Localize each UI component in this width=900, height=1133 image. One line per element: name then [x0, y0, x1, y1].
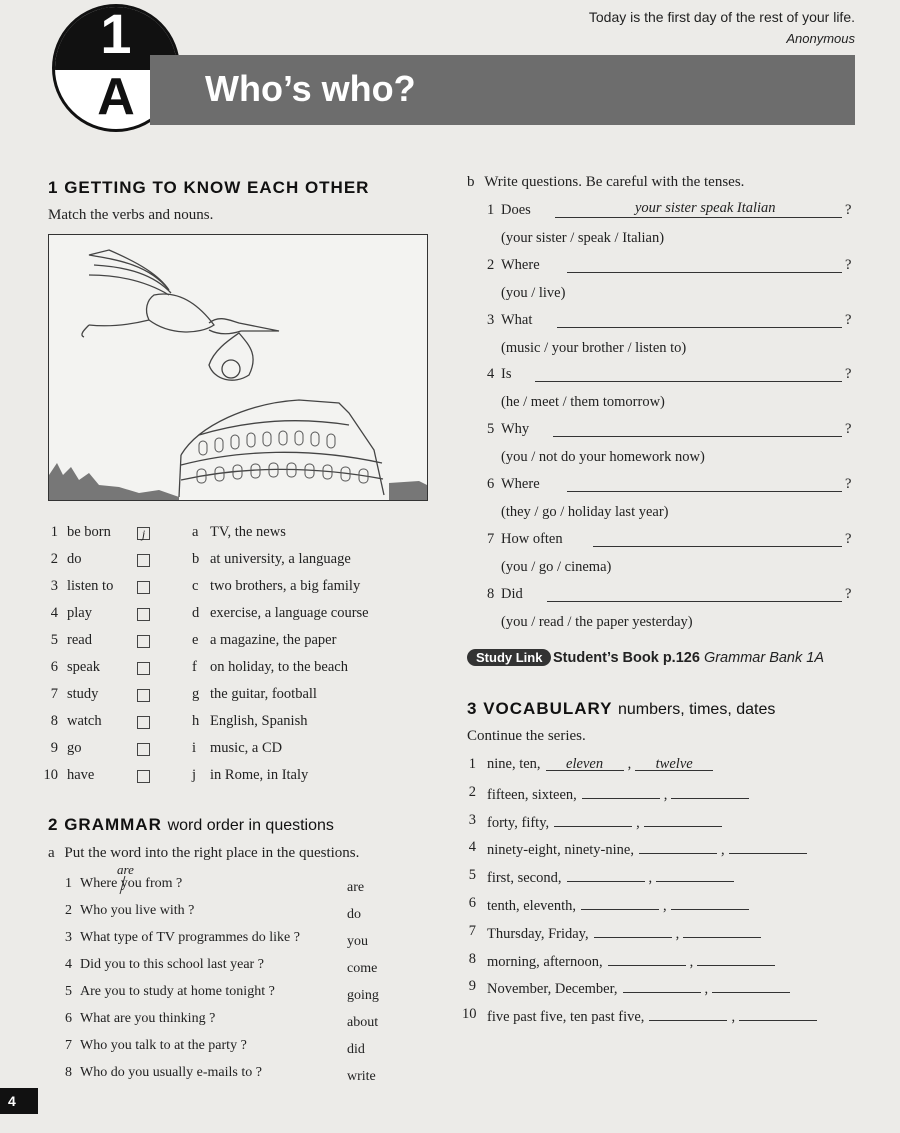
- noun-letter: i: [192, 740, 197, 756]
- noun-text: at university, a language: [210, 551, 351, 567]
- noun-letter: j: [192, 767, 197, 783]
- verb-number: 1: [50, 524, 58, 540]
- answer-line[interactable]: [553, 436, 842, 437]
- question-text: Did you to this school last year ?: [80, 957, 264, 972]
- vocab-series: [487, 812, 722, 832]
- verb-text: read: [67, 632, 92, 648]
- question-mark: ?: [845, 366, 852, 383]
- blank-2[interactable]: [671, 784, 749, 799]
- question-text: Who do you usually e-mails to ?: [80, 1065, 262, 1080]
- question-hint: (they / go / holiday last year): [501, 504, 669, 520]
- match-row: [40, 713, 420, 737]
- grammar-question-row: [60, 903, 400, 929]
- question-number: 5: [65, 984, 72, 999]
- blank-1[interactable]: [581, 895, 659, 910]
- blank-separator: ,: [627, 756, 632, 772]
- question-number: 6: [487, 476, 495, 492]
- section2a-text: Put the word into the right place in the questions.: [64, 845, 360, 861]
- series-text: five past five, ten past five,: [487, 1009, 645, 1026]
- blank-separator: ,: [689, 953, 694, 970]
- question-hint: (you / read / the paper yesterday): [501, 613, 693, 630]
- blank-2[interactable]: [729, 839, 807, 854]
- write-question-row: [487, 312, 857, 362]
- verb-number: 10: [43, 767, 58, 783]
- question-lead: Where: [501, 256, 540, 273]
- write-question-row: [487, 531, 857, 581]
- verb-text: do: [67, 551, 82, 567]
- question-word: are: [347, 880, 365, 895]
- answer-box[interactable]: [137, 554, 150, 567]
- vocab-series: [487, 756, 713, 773]
- answer-box[interactable]: j: [137, 527, 150, 540]
- question-lead: Is: [501, 366, 512, 383]
- series-text: first, second,: [487, 870, 562, 887]
- question-number: 3: [487, 311, 495, 328]
- question-word: you: [347, 934, 368, 949]
- stork-colosseum-drawing: [49, 235, 427, 500]
- question-number: 1: [65, 876, 72, 891]
- blank-1[interactable]: [649, 1006, 727, 1021]
- grammar-question-row: [60, 1065, 400, 1091]
- match-row: [40, 578, 420, 602]
- answer-text: your sister speak Italian: [635, 200, 776, 216]
- vocab-series: [487, 951, 775, 971]
- vocab-series: [487, 839, 807, 859]
- question-word: going: [347, 988, 379, 1003]
- answer-line[interactable]: [555, 217, 842, 218]
- question-word: about: [347, 1015, 379, 1030]
- verb-text: be born: [67, 524, 111, 540]
- question-lead: Did: [501, 585, 523, 602]
- answer-box[interactable]: [137, 689, 150, 702]
- noun-text: the guitar, football: [210, 686, 317, 702]
- question-text: Where you from ?: [80, 876, 183, 891]
- question-word: come: [347, 961, 378, 976]
- question-hint: (music / your brother / listen to): [501, 339, 687, 356]
- question-number: 4: [65, 957, 72, 972]
- blank-separator: ,: [720, 842, 725, 859]
- page-title: Who’s who?: [205, 68, 416, 109]
- blank-1[interactable]: [567, 867, 645, 882]
- series-text: tenth, eleventh,: [487, 898, 576, 914]
- verb-number: 5: [50, 632, 58, 648]
- blank-1[interactable]: eleven: [546, 756, 624, 771]
- match-row: [40, 659, 420, 683]
- question-hint: (you / not do your homework now): [501, 449, 705, 466]
- answer-line[interactable]: [593, 546, 842, 547]
- question-lead: Where: [501, 476, 540, 492]
- vocab-row: [462, 756, 862, 782]
- verb-text: speak: [67, 659, 101, 675]
- question-lead: What: [501, 311, 533, 328]
- noun-letter: c: [192, 578, 199, 594]
- question-mark: ?: [845, 256, 852, 273]
- verb-number: 4: [50, 605, 58, 621]
- question-hint: (you / live): [501, 284, 566, 301]
- blank-separator: ,: [648, 870, 653, 887]
- section3-subtitle: numbers, times, dates: [617, 701, 776, 718]
- vocab-number: 7: [468, 922, 476, 939]
- match-row: [40, 686, 420, 710]
- match-row: [40, 605, 420, 629]
- match-row: [40, 740, 420, 764]
- page-number: 4: [0, 1088, 38, 1114]
- section2-number: 2: [48, 815, 59, 834]
- question-mark: ?: [845, 585, 852, 602]
- quote-author: Anonymous: [786, 31, 855, 46]
- question-number: 8: [487, 585, 495, 602]
- noun-text: on holiday, to the beach: [210, 659, 348, 675]
- noun-text: English, Spanish: [210, 713, 308, 729]
- vocab-number: 4: [468, 839, 476, 856]
- question-number: 3: [65, 930, 72, 945]
- study-link-book: Student’s Book p.126: [553, 650, 700, 666]
- question-text: Who you talk to at the party ?: [80, 1038, 247, 1053]
- section1-number: 1: [48, 178, 59, 197]
- noun-text: music, a CD: [210, 740, 283, 756]
- vocab-row: [462, 978, 862, 1004]
- quote-text: Today is the first day of the rest of your life.: [588, 9, 855, 25]
- blank-1[interactable]: [554, 812, 632, 827]
- vocab-row: [462, 951, 862, 977]
- blank-2[interactable]: [712, 978, 790, 993]
- section1-title: GETTING TO KNOW EACH OTHER: [64, 178, 370, 197]
- answer-box[interactable]: [137, 743, 150, 756]
- grammar-question-row: [60, 930, 400, 956]
- question-mark: ?: [845, 202, 852, 218]
- series-text: forty, fifty,: [487, 814, 550, 831]
- answer-line[interactable]: [567, 272, 842, 273]
- blank-2[interactable]: [697, 951, 775, 966]
- section2-title: GRAMMAR: [64, 815, 162, 834]
- series-text: November, December,: [487, 981, 618, 998]
- blank-separator: ,: [704, 981, 709, 998]
- write-question-row: [487, 202, 857, 252]
- series-text: Thursday, Friday,: [487, 925, 589, 942]
- noun-letter: d: [192, 605, 200, 621]
- verb-text: listen to: [67, 578, 114, 594]
- vocab-number: 9: [468, 978, 476, 995]
- verb-text: have: [67, 767, 95, 783]
- question-number: 5: [487, 421, 495, 438]
- verb-text: study: [67, 686, 99, 702]
- question-number: 2: [65, 903, 72, 918]
- verb-number: 8: [50, 713, 58, 729]
- question-text: What type of TV programmes do like ?: [80, 930, 300, 945]
- question-hint: (your sister / speak / Italian): [501, 230, 665, 246]
- noun-letter: e: [192, 632, 199, 648]
- question-word: did: [347, 1042, 365, 1057]
- vocab-series: [487, 867, 734, 887]
- answer-box[interactable]: [137, 635, 150, 648]
- noun-text: exercise, a language course: [210, 605, 369, 621]
- blank-2[interactable]: [644, 812, 722, 827]
- vocab-number: 2: [468, 783, 476, 800]
- match-row: [40, 632, 420, 656]
- answer-box[interactable]: [137, 662, 150, 675]
- verb-number: 3: [50, 578, 58, 594]
- study-link-ref: Grammar Bank 1A: [703, 650, 825, 666]
- blank-separator: ,: [636, 814, 640, 831]
- blank-separator: ,: [675, 925, 680, 942]
- write-question-row: [487, 257, 857, 307]
- series-text: nine, ten,: [487, 756, 541, 772]
- match-row: [40, 524, 420, 548]
- question-mark: ?: [845, 476, 852, 492]
- question-number: 7: [487, 530, 495, 547]
- vocab-series: [487, 895, 749, 915]
- question-lead: Does: [501, 202, 531, 218]
- answer-line[interactable]: [535, 381, 842, 382]
- vocab-number: 6: [468, 895, 476, 911]
- series-text: ninety-eight, ninety-nine,: [487, 842, 634, 859]
- noun-letter: f: [192, 659, 197, 675]
- question-lead: Why: [501, 421, 530, 438]
- vocab-row: [462, 867, 862, 893]
- blank-2[interactable]: [656, 867, 734, 882]
- blank-1[interactable]: [582, 784, 660, 799]
- verb-number: 6: [50, 659, 58, 675]
- vocab-row: [462, 839, 862, 865]
- question-text: Who you live with ?: [80, 903, 195, 918]
- vocab-row: [462, 784, 862, 810]
- blank-2[interactable]: [683, 923, 761, 938]
- blank-1[interactable]: [608, 951, 686, 966]
- question-mark: ?: [845, 311, 852, 328]
- blank-2[interactable]: twelve: [635, 756, 713, 771]
- series-text: fifteen, sixteen,: [487, 786, 577, 803]
- answer-line[interactable]: [547, 601, 842, 602]
- question-word: do: [347, 907, 361, 922]
- section3-heading: [467, 699, 775, 719]
- blank-2[interactable]: [739, 1006, 817, 1021]
- answer-line[interactable]: [557, 327, 842, 328]
- noun-letter: h: [192, 713, 200, 729]
- study-link-text: [553, 650, 824, 666]
- question-text: Are you to study at home tonight ?: [80, 984, 275, 999]
- blank-separator: ,: [731, 1009, 736, 1026]
- vocab-series: [487, 784, 749, 804]
- noun-text: in Rome, in Italy: [210, 767, 309, 783]
- section1-instruction: Match the verbs and nouns.: [48, 207, 214, 223]
- vocab-number: 5: [468, 867, 476, 884]
- verb-text: go: [67, 740, 82, 756]
- verb-number: 7: [50, 686, 58, 702]
- match-row: [40, 551, 420, 575]
- section2b-instruction: [467, 174, 744, 191]
- question-number: 7: [65, 1038, 72, 1053]
- grammar-question-row: [60, 984, 400, 1010]
- blank-separator: ,: [663, 786, 668, 803]
- question-word: write: [347, 1069, 376, 1084]
- noun-letter: b: [192, 551, 200, 567]
- unit-number: 1: [100, 4, 132, 65]
- grammar-question-row: [60, 957, 400, 983]
- vocab-row: [462, 923, 862, 949]
- section2-subtitle: word order in questions: [167, 817, 334, 834]
- vocab-number: 3: [468, 811, 476, 828]
- noun-text: TV, the news: [210, 524, 286, 540]
- answer-box[interactable]: [137, 716, 150, 729]
- noun-letter: a: [192, 524, 199, 540]
- study-link-badge: Study Link: [467, 649, 551, 666]
- question-number: 6: [65, 1011, 72, 1026]
- noun-letter: g: [192, 686, 200, 702]
- write-question-row: [487, 421, 857, 471]
- question-hint: (you / go / cinema): [501, 558, 612, 575]
- verb-text: play: [67, 605, 92, 621]
- vocab-series: [487, 1006, 817, 1026]
- quote-block: [589, 6, 855, 50]
- illustration-stork-colosseum: [48, 234, 428, 501]
- vocab-number: 1: [468, 756, 476, 772]
- vocab-row: [462, 812, 862, 838]
- answer-box[interactable]: [137, 608, 150, 621]
- question-mark: ?: [845, 421, 852, 438]
- section2a-letter: a: [48, 845, 55, 861]
- series-text: morning, afternoon,: [487, 953, 603, 970]
- section3-title: VOCABULARY: [483, 699, 613, 718]
- match-row: [40, 767, 420, 791]
- section2-heading: [48, 815, 334, 835]
- section2a-instruction: [48, 845, 359, 862]
- question-lead: How often: [501, 530, 563, 547]
- blank-separator: ,: [662, 898, 667, 914]
- blank-1[interactable]: [639, 839, 717, 854]
- vocab-row: [462, 895, 862, 921]
- verb-text: watch: [67, 713, 102, 729]
- question-number: 2: [487, 256, 495, 273]
- write-question-row: [487, 476, 857, 526]
- section2b-letter: b: [467, 174, 475, 190]
- handwritten-insert: are: [117, 862, 134, 877]
- blank-2[interactable]: [671, 895, 749, 910]
- question-number: 1: [487, 202, 495, 218]
- question-hint: (he / meet / them tomorrow): [501, 394, 665, 411]
- section2b-text: Write questions. Be careful with the tenses.: [484, 174, 745, 190]
- question-number: 8: [65, 1065, 72, 1080]
- write-question-row: [487, 586, 857, 636]
- vocab-row: [462, 1006, 862, 1032]
- section3-number: 3: [467, 699, 478, 718]
- section1-heading: [48, 178, 369, 198]
- write-question-row: [487, 366, 857, 416]
- grammar-question-row: [60, 1038, 400, 1064]
- vocab-series: [487, 978, 790, 998]
- unit-letter: A: [97, 68, 135, 126]
- blank-1[interactable]: [623, 978, 701, 993]
- vocab-number: 10: [462, 1006, 477, 1023]
- answer-line[interactable]: [567, 491, 842, 492]
- question-mark: ?: [845, 530, 852, 547]
- grammar-question-row: [60, 876, 400, 902]
- vocab-number: 8: [468, 950, 476, 967]
- answer-box[interactable]: [137, 581, 150, 594]
- verb-number: 2: [50, 551, 58, 567]
- vocab-series: [487, 923, 761, 943]
- question-number: 4: [487, 366, 495, 383]
- section3-instruction: Continue the series.: [467, 728, 586, 744]
- grammar-question-row: [60, 1011, 400, 1037]
- verb-number: 9: [50, 740, 58, 756]
- blank-1[interactable]: [594, 923, 672, 938]
- answer-box[interactable]: [137, 770, 150, 783]
- noun-text: a magazine, the paper: [210, 632, 337, 648]
- question-text: What are you thinking ?: [80, 1011, 216, 1026]
- noun-text: two brothers, a big family: [210, 578, 361, 594]
